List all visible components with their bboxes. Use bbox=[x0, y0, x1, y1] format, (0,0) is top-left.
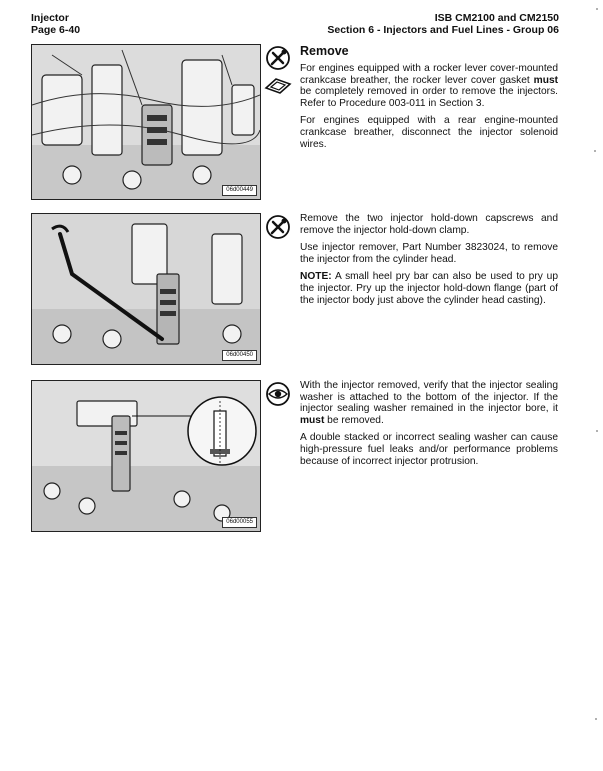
figure-code: 06d00055 bbox=[222, 517, 257, 528]
page-header-right bbox=[327, 12, 559, 36]
step-heading-remove: Remove bbox=[300, 44, 349, 58]
inspect-eye-icon bbox=[264, 380, 292, 408]
step-1-paragraph-1: For engines equipped with a rocker lever cover-mounted crankcase breather, the rocker lever cover gasket must be completely removed in order to remove the injectors. Refer to Procedure 003-011 in Section 3. bbox=[300, 63, 558, 109]
header-manual-title: ISB CM2100 and CM2150 bbox=[434, 12, 559, 24]
scan-speck bbox=[596, 430, 598, 432]
step-3-paragraph-2: A double stacked or incorrect sealing washer can cause high-pressure fuel leaks and/or performance problems because of incorrect injector protrusion. bbox=[300, 432, 558, 467]
scan-speck bbox=[596, 8, 598, 10]
figure-code: 06d00450 bbox=[222, 350, 257, 361]
engine-illustration-1 bbox=[32, 45, 260, 199]
figure-sealing-washer-inspection bbox=[31, 380, 261, 532]
step-1-text bbox=[300, 63, 558, 156]
scan-speck bbox=[595, 718, 597, 720]
step-3-text bbox=[300, 380, 558, 473]
step-2-paragraph-1: Remove the two injector hold-down capscrews and remove the injector hold-down clamp. bbox=[300, 213, 558, 236]
header-page-number: Page 6-40 bbox=[31, 24, 81, 36]
figure-injector-clamp-removal bbox=[31, 213, 261, 365]
step-2-text bbox=[300, 213, 558, 312]
step-1-paragraph-2: For engines equipped with a rear engine-mounted crankcase breather, disconnect the injector solenoid wires. bbox=[300, 115, 558, 150]
page-header-left bbox=[31, 12, 80, 36]
figure-code: 06d00449 bbox=[222, 185, 257, 196]
step-3-paragraph-1: With the injector removed, verify that the injector sealing washer is attached to the bottom of the injector. If the injector sealing washer remained in the injector bore, it must be removed. bbox=[300, 380, 558, 426]
remove-step-icon bbox=[264, 44, 292, 72]
scan-speck bbox=[594, 150, 596, 152]
engine-illustration-2 bbox=[32, 214, 260, 364]
header-section-title: Section 6 - Injectors and Fuel Lines - Group 06 bbox=[327, 24, 559, 36]
gasket-icon bbox=[264, 76, 292, 96]
remove-step-icon bbox=[264, 213, 292, 241]
step-2-paragraph-2: Use injector remover, Part Number 3823024, to remove the injector from the cylinder head. bbox=[300, 242, 558, 265]
step-2-note: NOTE: A small heel pry bar can also be used to pry up the injector. Pry up the injector hold-down flange (part of the injector body just above the cylinder head casting). bbox=[300, 271, 558, 306]
figure-engine-top-view bbox=[31, 44, 261, 200]
engine-illustration-3 bbox=[32, 381, 260, 531]
header-chapter-title: Injector bbox=[31, 12, 69, 24]
